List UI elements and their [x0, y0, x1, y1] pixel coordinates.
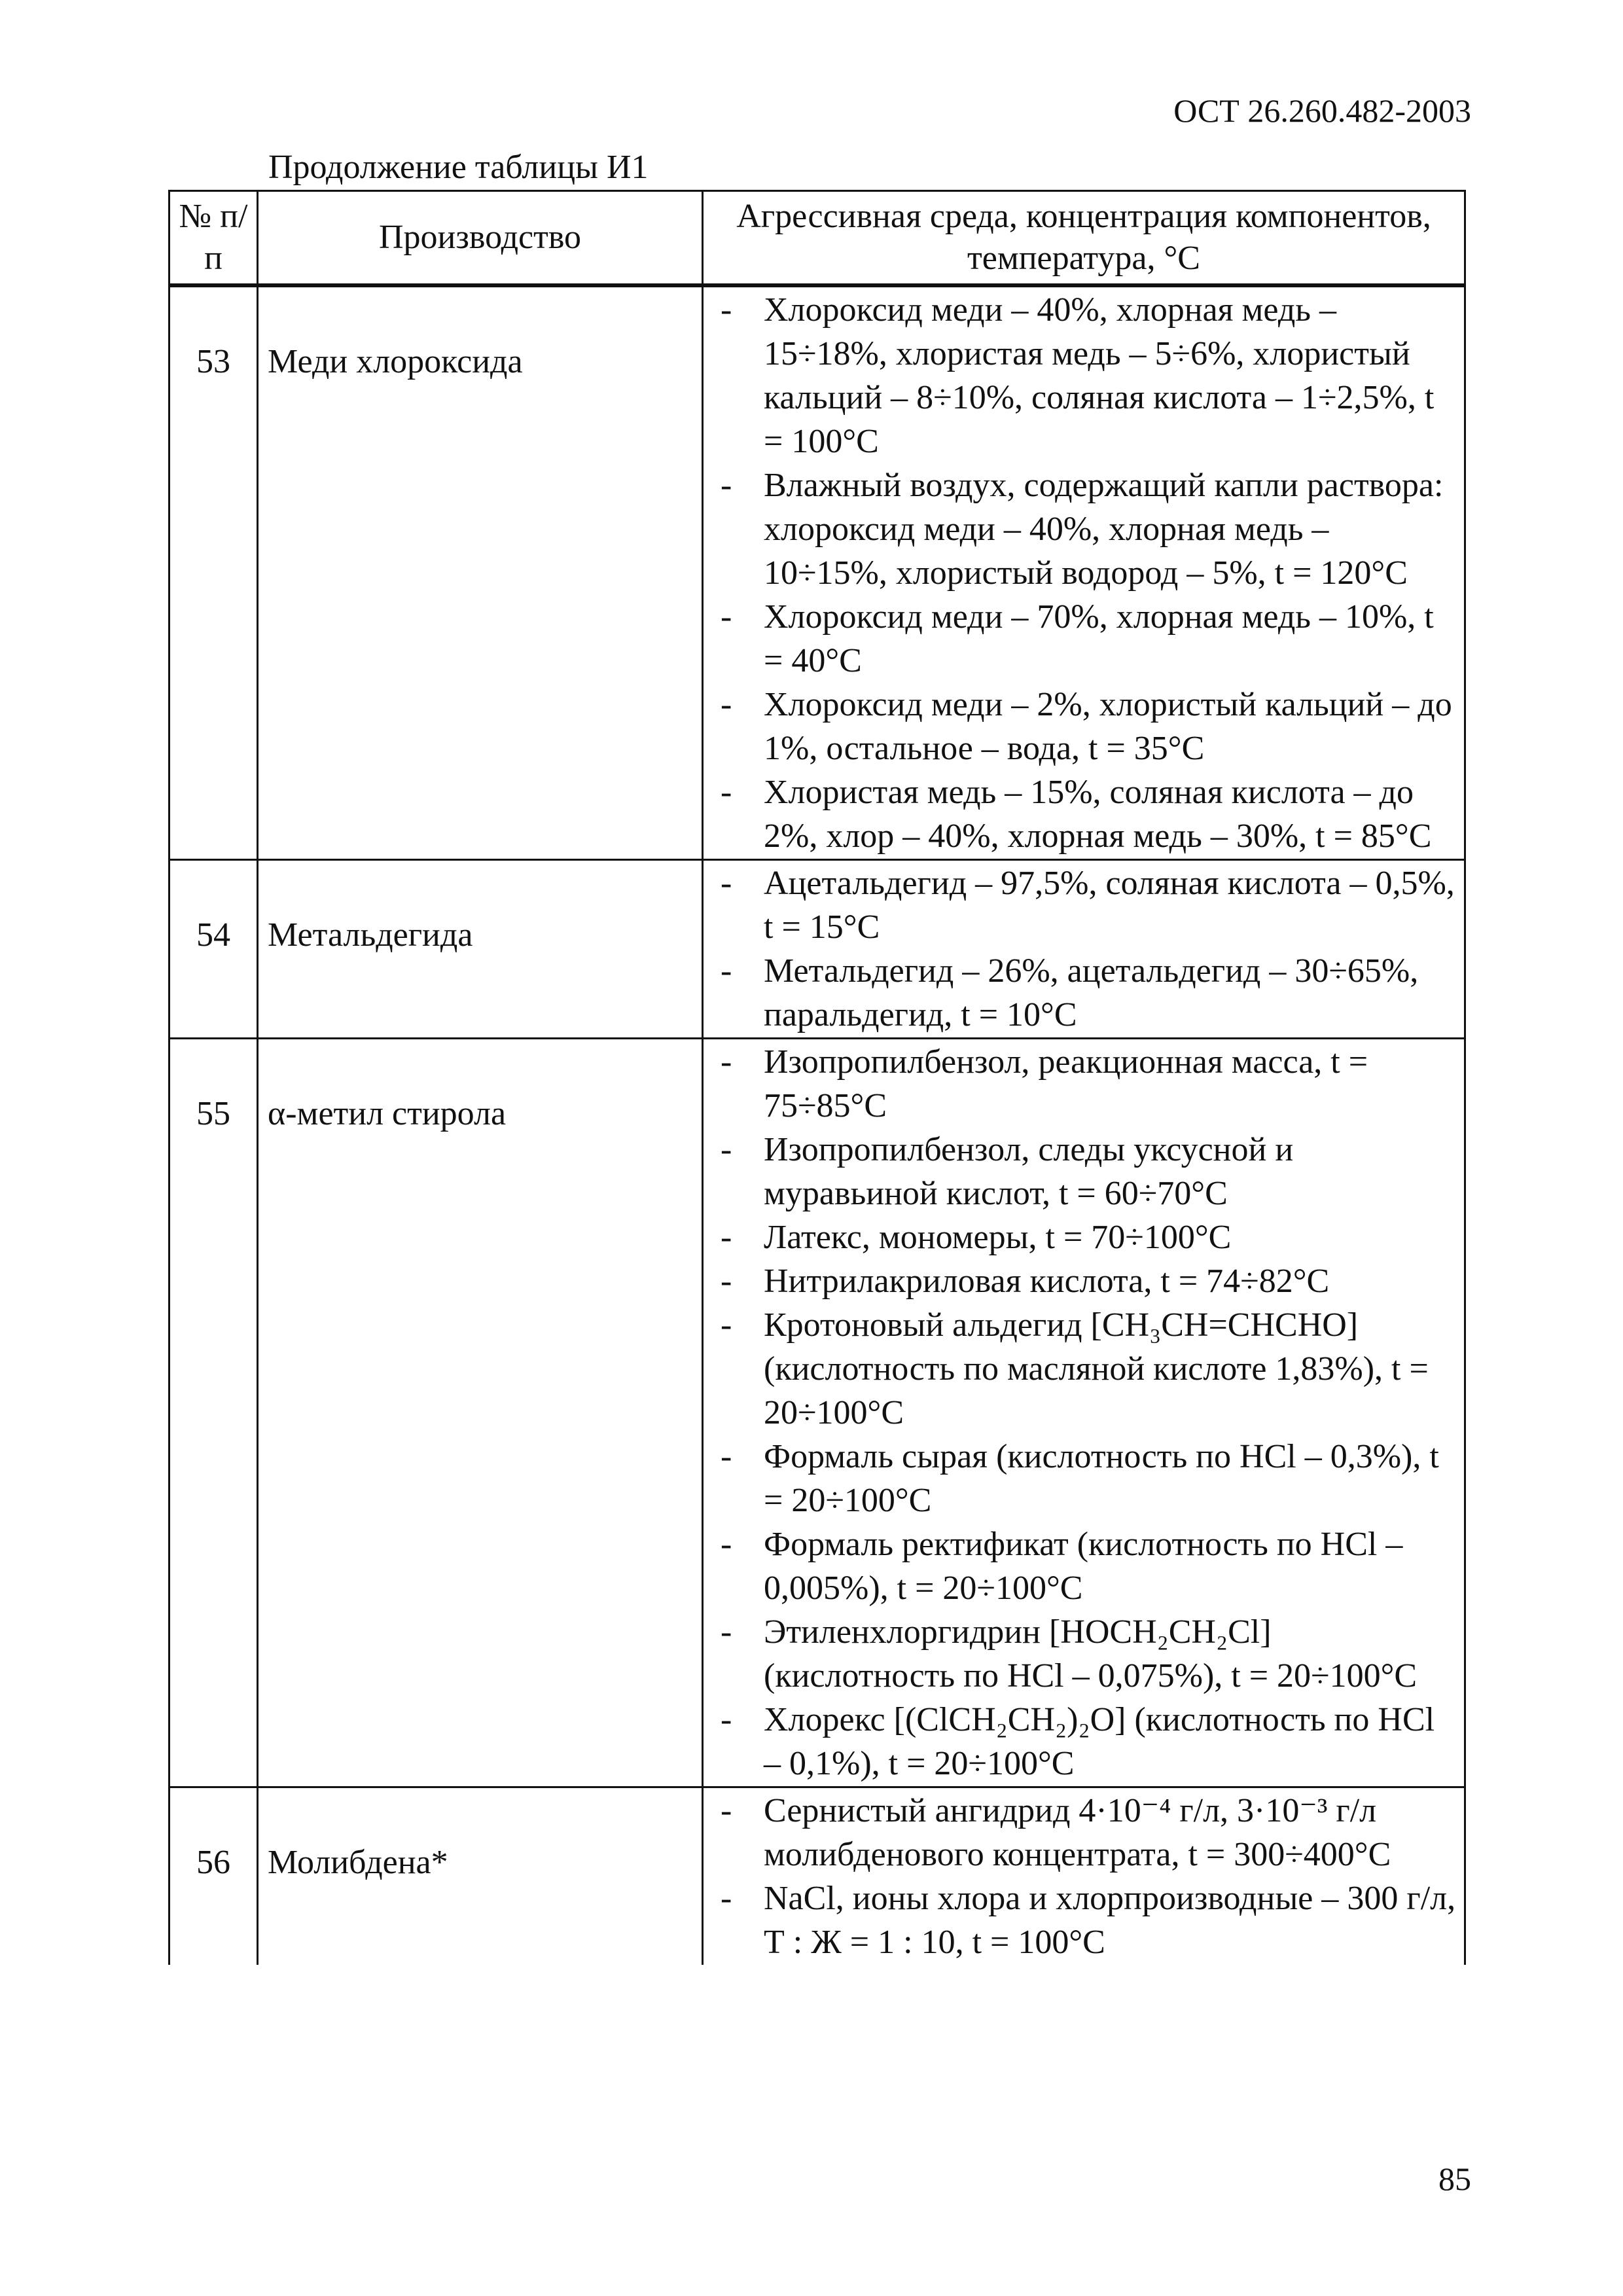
environment-item	[713, 1303, 1457, 1435]
environment-item-text: NaCl, ионы хлора и хлорпроизводные – 300 г/л, Т : Ж = 1 : 10, t = 100°С	[764, 1880, 1456, 1961]
row-number: 53	[169, 285, 258, 860]
environment-item-text: Сернистый ангидрид 4·10⁻⁴ г/л, 3·10⁻³ г/л молибденового концентрата, t = 300÷400°С	[764, 1792, 1391, 1873]
environment-item-text: Изопропилбензол, реакционная масса, t = 75÷85°С	[764, 1043, 1368, 1124]
environment-item	[713, 1876, 1457, 1964]
bullet-dash: -	[721, 598, 732, 636]
bullet-dash: -	[721, 686, 732, 723]
bullet-dash: -	[721, 467, 732, 504]
environment-item-text: Хлористая медь – 15%, соляная кислота – до 2%, хлор – 40%, хлорная медь – 30%, t = 85°С	[764, 774, 1432, 855]
row-number: 56	[169, 1787, 258, 1965]
environment-item-text: Формаль ректификат (кислотность по HCl – 0,005%), t = 20÷100°С	[764, 1526, 1403, 1607]
environment-item-text: Изопропилбензол, следы уксусной и муравьиной кислот, t = 60÷70°С	[764, 1131, 1294, 1212]
environment-item	[713, 1522, 1457, 1610]
production-name: Молибдена*	[258, 1787, 703, 1965]
environment-item	[713, 1040, 1457, 1128]
environment-list	[703, 1787, 1465, 1965]
page-number: 85	[1438, 2161, 1471, 2197]
bullet-dash: -	[721, 1701, 732, 1738]
bullet-dash: -	[721, 1263, 732, 1300]
environment-item	[713, 861, 1457, 949]
environment-item	[713, 288, 1457, 463]
bullet-dash: -	[721, 1613, 732, 1651]
table-row	[169, 1787, 1465, 1965]
column-header-number: № п/п	[169, 191, 258, 286]
bullet-dash: -	[721, 1131, 732, 1168]
environment-item-text: Нитрилакриловая кислота, t = 74÷82°С	[764, 1263, 1330, 1300]
environment-list	[703, 860, 1465, 1039]
bullet-dash: -	[721, 1526, 732, 1563]
environment-item	[713, 595, 1457, 683]
environment-item	[713, 1435, 1457, 1522]
bullet-dash: -	[721, 1219, 732, 1256]
environment-item-text: Формаль сырая (кислотность по HCl – 0,3%), t = 20÷100°С	[764, 1438, 1439, 1519]
bullet-dash: -	[721, 291, 732, 329]
bullet-dash: -	[721, 1792, 732, 1829]
environment-item	[713, 1215, 1457, 1259]
environment-item-text: Этиленхлоргидрин [HOCH₂CH₂Cl] (кислотность по HCl – 0,075%), t = 20÷100°С	[764, 1613, 1418, 1695]
production-name: Метальдегида	[258, 860, 703, 1039]
table-row	[169, 285, 1465, 860]
environment-item	[713, 1259, 1457, 1303]
production-name: Меди хлороксида	[258, 285, 703, 860]
bullet-dash: -	[721, 1043, 732, 1081]
environment-item	[713, 1789, 1457, 1876]
environment-item-text: Кротоновый альдегид [CH₃CH=CHCHO] (кислотность по масляной кислоте 1,83%), t = 20÷100°С	[764, 1306, 1429, 1431]
column-header-production: Производство	[258, 191, 703, 286]
row-number: 55	[169, 1039, 258, 1787]
environment-item	[713, 1128, 1457, 1215]
table-caption: Продолжение таблицы И1	[268, 149, 649, 186]
table-row	[169, 1039, 1465, 1787]
environment-item	[713, 463, 1457, 595]
environment-item-text: Хлороксид меди – 70%, хлорная медь – 10%, t = 40°С	[764, 598, 1434, 679]
environment-item-text: Ацетальдегид – 97,5%, соляная кислота – 0,5%, t = 15°С	[764, 865, 1455, 946]
environment-list	[703, 285, 1465, 860]
corrosive-media-table	[168, 190, 1466, 1965]
environment-item-text: Метальдегид – 26%, ацетальдегид – 30÷65%, паральдегид, t = 10°С	[764, 952, 1419, 1033]
environment-item-text: Хлороксид меди – 2%, хлористый кальций – до 1%, остальное – вода, t = 35°С	[764, 686, 1452, 767]
environment-item	[713, 770, 1457, 858]
bullet-dash: -	[721, 865, 732, 902]
environment-item-text: Влажный воздух, содержащий капли раствора: хлороксид меди – 40%, хлорная медь – 10÷15%, хлористый водород – 5%, t = 120°С	[764, 467, 1444, 592]
environment-item-text: Хлорекс [(ClCH₂CH₂)₂O] (кислотность по HCl – 0,1%), t = 20÷100°С	[764, 1701, 1435, 1782]
environment-item	[713, 683, 1457, 770]
environment-item	[713, 1698, 1457, 1785]
production-name: α-метил стирола	[258, 1039, 703, 1787]
bullet-dash: -	[721, 952, 732, 990]
row-number: 54	[169, 860, 258, 1039]
table-header-row	[169, 191, 1465, 286]
environment-item-text: Латекс, мономеры, t = 70÷100°С	[764, 1219, 1232, 1256]
environment-item	[713, 1610, 1457, 1698]
environment-item-text: Хлороксид меди – 40%, хлорная медь – 15÷18%, хлористая медь – 5÷6%, хлористый кальций – 8÷10%, соляная кислота – 1÷2,5%, t = 100°С	[764, 291, 1435, 460]
bullet-dash: -	[721, 774, 732, 811]
bullet-dash: -	[721, 1438, 732, 1475]
column-header-environment: Агрессивная среда, концентрация компонентов, температура, °С	[703, 191, 1465, 286]
bullet-dash: -	[721, 1306, 732, 1344]
table-row	[169, 860, 1465, 1039]
environment-list	[703, 1039, 1465, 1787]
document-code: ОСТ 26.260.482-2003	[1173, 92, 1471, 129]
bullet-dash: -	[721, 1880, 732, 1917]
environment-item	[713, 949, 1457, 1037]
